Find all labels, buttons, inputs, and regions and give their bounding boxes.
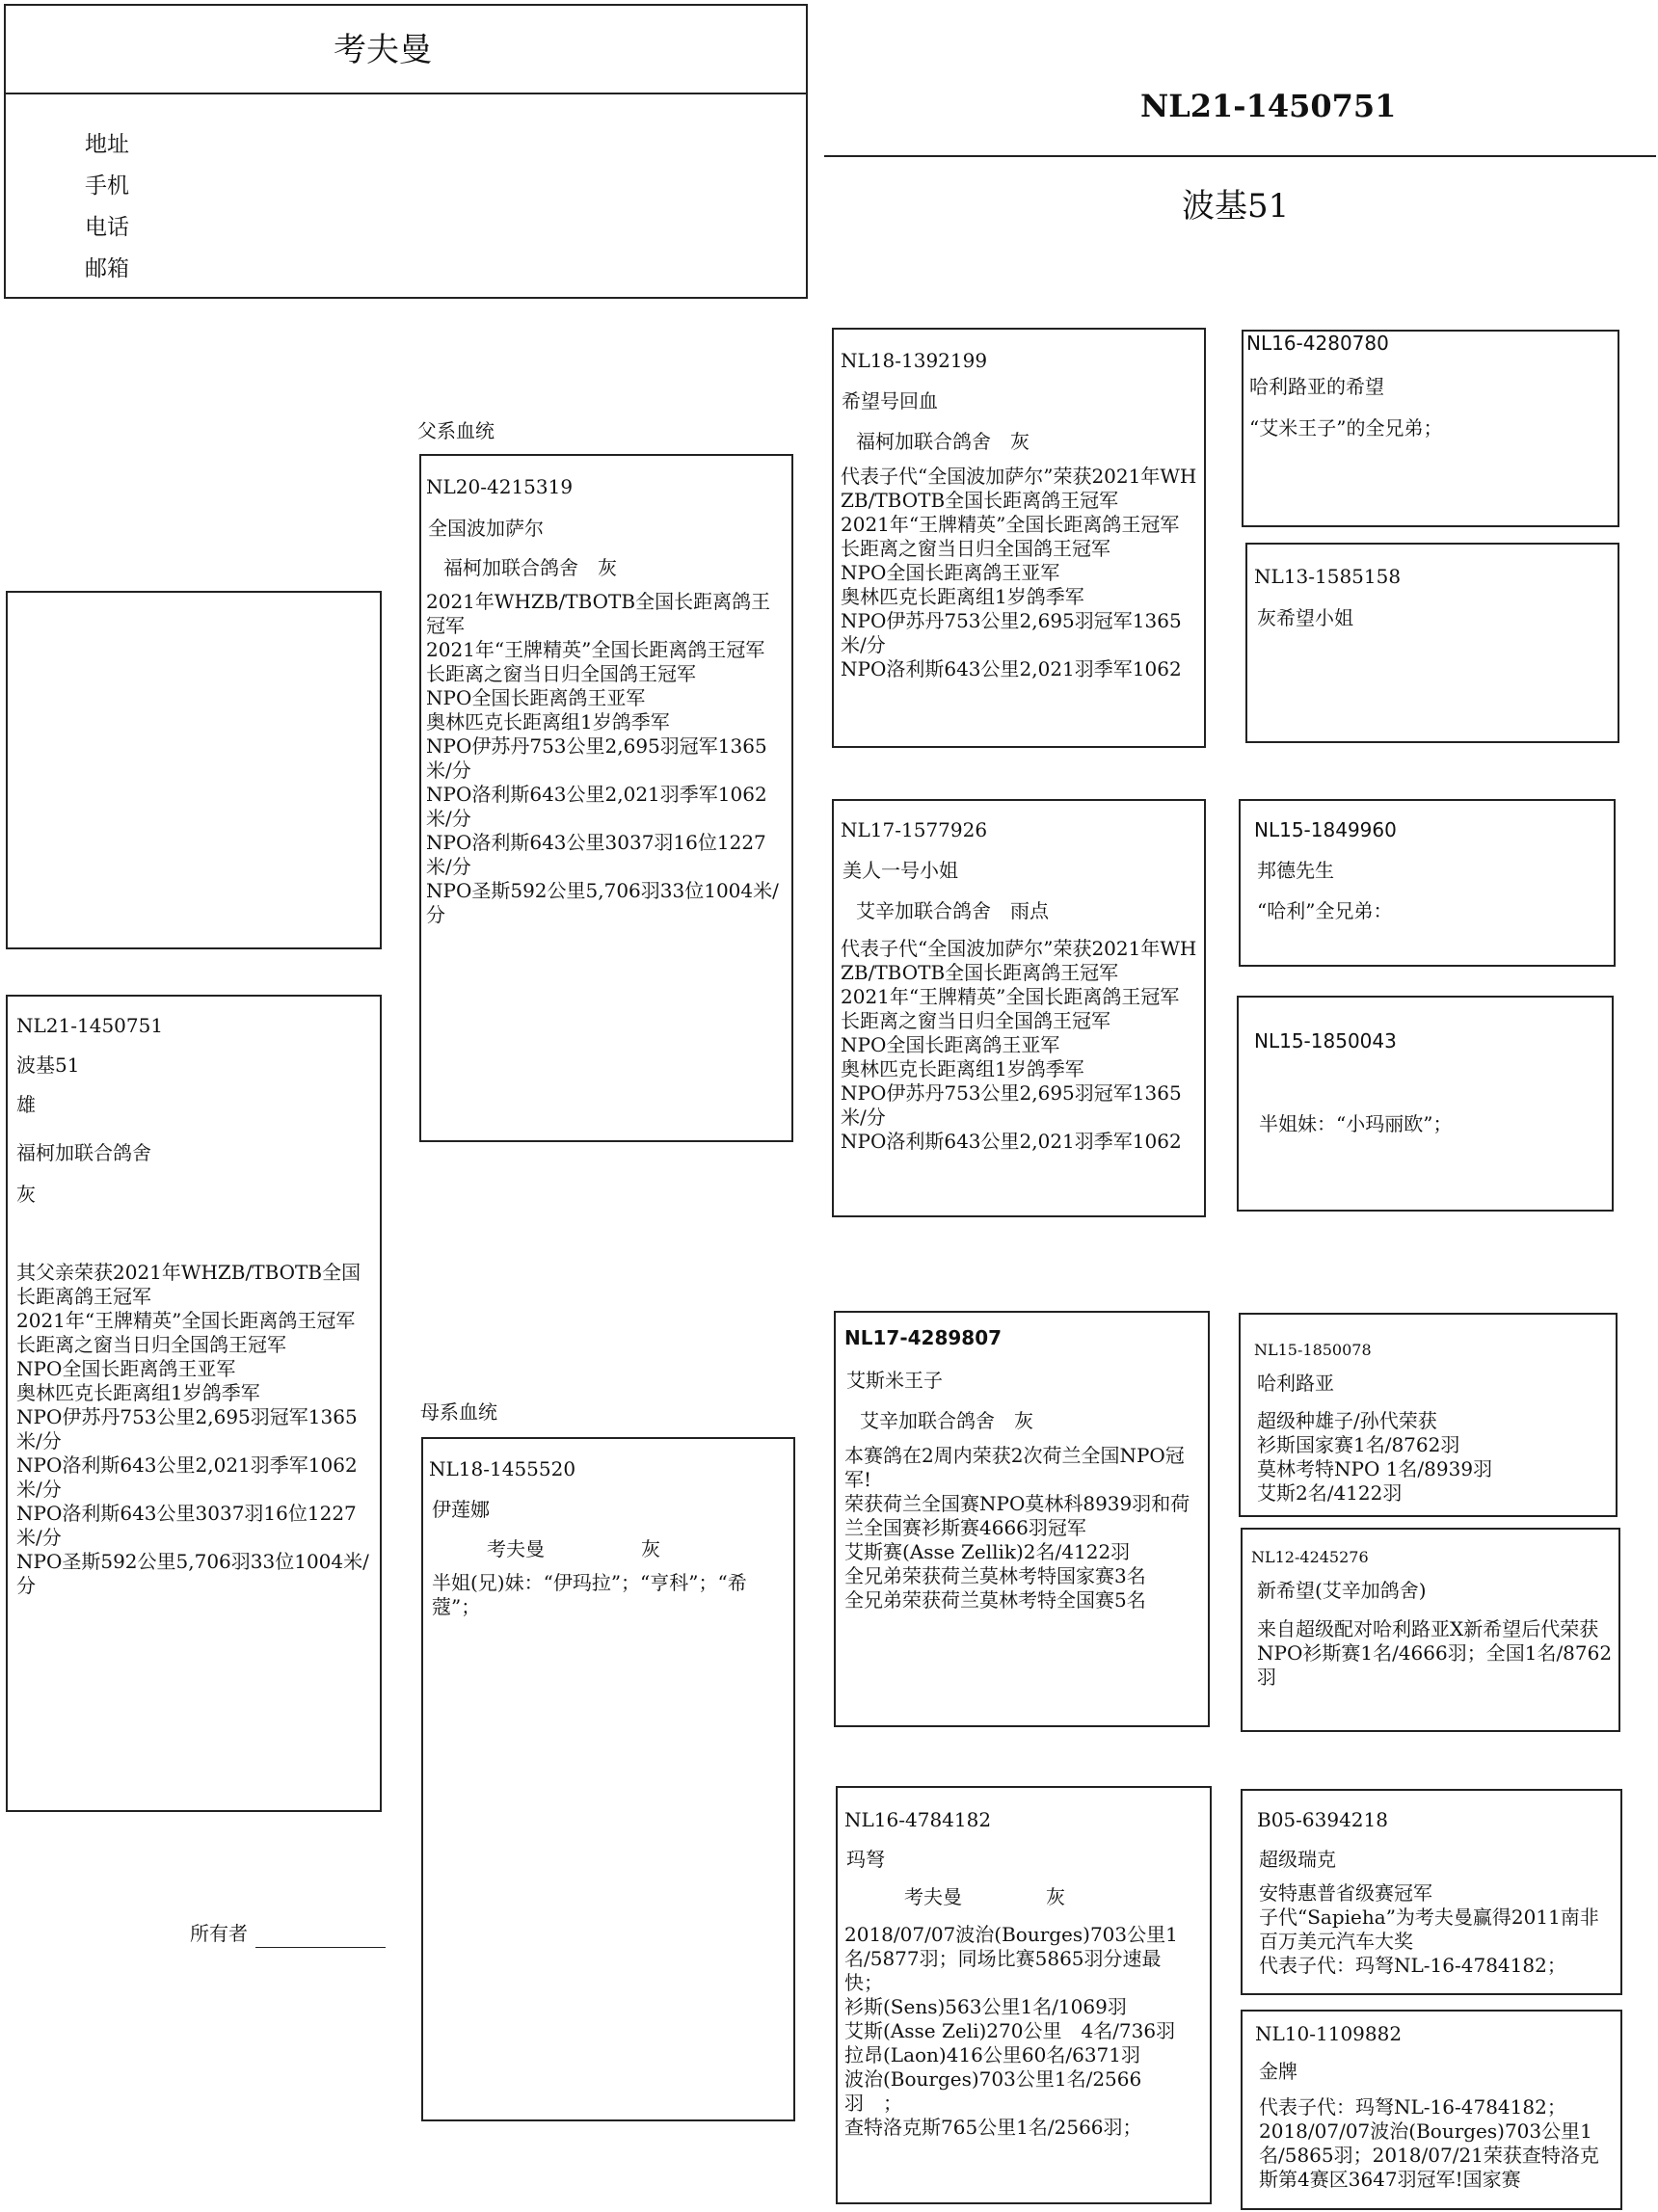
dd-name: 玛弩 — [846, 1848, 885, 1871]
dsd-notes: 来自超级配对哈利路亚X新希望后代荣获 NPO衫斯赛1名/4666羽；全国1名/8762羽 — [1257, 1617, 1613, 1689]
dam-color: 灰 — [641, 1537, 660, 1560]
ds-name: 艾斯米王子 — [846, 1369, 943, 1392]
dd-color: 灰 — [1046, 1885, 1065, 1908]
sds-ring: NL15-1849960 — [1254, 818, 1397, 841]
subject-name: 波基51 — [16, 1053, 80, 1077]
sds-name: 邦德先生 — [1257, 859, 1334, 882]
owner-box-divider — [4, 93, 808, 94]
owner-name: 考夫曼 — [334, 31, 432, 69]
dam-name: 伊莲娜 — [432, 1498, 490, 1521]
sd-ring: NL17-1577926 — [841, 818, 988, 841]
ss-loft-color: 福柯加联合鸽舍 灰 — [856, 430, 1030, 453]
subject-sex: 雄 — [16, 1093, 36, 1116]
sire-section-label: 父系血统 — [417, 419, 495, 442]
dds-ring: B05-6394218 — [1257, 1808, 1388, 1831]
subject-notes: 其父亲荣获2021年WHZB/TBOTB全国长距离鸽王冠军 2021年“王牌精英”全国长距离鸽王冠军 长距离之窗当日归全国鸽王冠军 NPO全国长距离鸽王亚军 奥林匹克长距离组1岁鸽季军 NPO伊苏丹753公里2,695羽冠军1365米/分 NPO洛利斯643公里2,021羽季军1062米/分 NPO洛利斯643公里3037羽16位1227米/分 NPO圣斯592公里5,706羽33位1004米/分 — [16, 1261, 369, 1597]
sire-notes: 2021年WHZB/TBOTB全国长距离鸽王冠军 2021年“王牌精英”全国长距离鸽王冠军 长距离之窗当日归全国鸽王冠军 NPO全国长距离鸽王亚军 奥林匹克长距离组1岁鸽季军 NPO伊苏丹753公里2,695羽冠军1365米/分 NPO洛利斯643公里2,021羽季军1062米/分 NPO洛利斯643公里3037羽16位1227米/分 NPO圣斯592公里5,706羽33位1004米/分 — [426, 590, 779, 926]
ssd-ring: NL13-1585158 — [1254, 565, 1402, 588]
dam-section-label: 母系血统 — [420, 1400, 497, 1424]
sd-notes: 代表子代“全国波加萨尔”荣获2021年WHZB/TBOTB全国长距离鸽王冠军 2021年“王牌精英”全国长距离鸽王冠军 长距离之窗当日归全国鸽王冠军 NPO全国长距离鸽王亚军 奥林匹克长距离组1岁鸽季军 NPO伊苏丹753公里2,695羽冠军1365米/分 NPO洛利斯643公里2,021羽季军1062 — [841, 937, 1197, 1153]
ss-name: 希望号回血 — [842, 389, 938, 413]
ss-notes: 代表子代“全国波加萨尔”荣获2021年WHZB/TBOTB全国长距离鸽王冠军 2021年“王牌精英”全国长距离鸽王冠军 长距离之窗当日归全国鸽王冠军 NPO全国长距离鸽王亚军 奥林匹克长距离组1岁鸽季军 NPO伊苏丹753公里2,695羽冠军1365米/分 NPO洛利斯643公里2,021羽季军1062 — [841, 465, 1197, 680]
owner-signature-label: 所有者 — [190, 1922, 248, 1945]
dam-loft: 考夫曼 — [487, 1537, 545, 1560]
subject-loft: 福柯加联合鸽舍 — [16, 1141, 151, 1164]
ddd-notes: 代表子代：玛弩NL-16-4784182； 2018/07/07波治(Bourges)703公里1名/5865羽；2018/07/21荣获查特洛克斯第4赛区3647羽冠军!国家赛 — [1259, 2095, 1599, 2191]
dds-name: 超级瑞克 — [1259, 1848, 1336, 1871]
sdd-ring: NL15-1850043 — [1254, 1029, 1397, 1053]
title-ring-number: NL21-1450751 — [1140, 88, 1397, 124]
dd-ring: NL16-4784182 — [844, 1808, 992, 1831]
sd-loft-color: 艾辛加联合鸽舍 雨点 — [856, 899, 1049, 922]
sds-notes: “哈利”全兄弟： — [1257, 899, 1393, 922]
ssd-name: 灰希望小姐 — [1257, 606, 1353, 629]
ds-ring: NL17-4289807 — [844, 1326, 1003, 1349]
ss-ring: NL18-1392199 — [841, 349, 988, 372]
sire-ring: NL20-4215319 — [426, 475, 574, 498]
phone-label: 电话 — [85, 215, 129, 240]
pigeon-photo-frame — [6, 591, 382, 949]
ddd-ring: NL10-1109882 — [1255, 2022, 1403, 2045]
mobile-label: 手机 — [85, 173, 129, 199]
sss-name: 哈利路亚的希望 — [1249, 375, 1384, 398]
dds-notes: 安特惠普省级赛冠军 子代“Sapieha”为考夫曼赢得2011南非百万美元汽车大奖 代表子代：玛弩NL-16-4784182； — [1259, 1881, 1599, 1977]
ds-notes: 本赛鸽在2周内荣获2次荷兰全国NPO冠军! 荣获荷兰全国赛NPO莫林科8939羽和荷兰全国赛衫斯赛4666羽冠军 艾斯赛(Asse Zellik)2名/4122羽 全兄弟荣获荷兰莫林考特国家赛3名 全兄弟荣获荷兰莫林考特全国赛5名 — [844, 1444, 1190, 1612]
dsd-name: 新希望(艾辛加鸽舍) — [1257, 1579, 1427, 1602]
ddd-name: 金牌 — [1259, 2060, 1297, 2083]
owner-signature-line[interactable] — [255, 1947, 386, 1948]
dam-card — [421, 1437, 795, 2121]
sire-name: 全国波加萨尔 — [428, 517, 544, 540]
dam-notes: 半姐(兄)妹：“伊玛拉”；“亨科”；“希蔻”； — [432, 1571, 747, 1618]
sdd-card — [1237, 996, 1614, 1212]
title-pigeon-name: 波基51 — [1182, 187, 1290, 226]
subject-color: 灰 — [16, 1183, 36, 1206]
dsd-ring: NL12-4245276 — [1251, 1548, 1369, 1566]
sdd-notes: 半姐妹：“小玛丽欧”； — [1259, 1112, 1453, 1135]
dss-name: 哈利路亚 — [1257, 1372, 1334, 1395]
dss-notes: 超级种雄子/孙代荣获 衫斯国家赛1名/8762羽 莫林考特NPO 1名/8939羽 艾斯2名/4122羽 — [1257, 1409, 1493, 1505]
address-label: 地址 — [85, 132, 129, 157]
dd-loft: 考夫曼 — [904, 1885, 962, 1908]
dam-ring: NL18-1455520 — [429, 1457, 576, 1480]
email-label: 邮箱 — [85, 256, 129, 281]
dss-ring: NL15-1850078 — [1254, 1341, 1372, 1359]
title-divider — [824, 155, 1656, 157]
sss-ring: NL16-4280780 — [1246, 332, 1389, 355]
dd-notes: 2018/07/07波治(Bourges)703公里1名/5877羽；同场比赛5865羽分速最快； 衫斯(Sens)563公里1名/1069羽 艾斯(Asse Zeli)270公里 4名/736羽 拉昂(Laon)416公里60名/6371羽 波治(Bourges)703公里1名/2566羽 ； 查特洛克斯765公里1名/2566羽； — [844, 1923, 1178, 2139]
sire-loft-color: 福柯加联合鸽舍 灰 — [443, 556, 617, 579]
subject-ring: NL21-1450751 — [16, 1014, 164, 1037]
ds-loft-color: 艾辛加联合鸽舍 灰 — [860, 1409, 1033, 1432]
sd-name: 美人一号小姐 — [842, 859, 958, 882]
sss-notes: “艾米王子”的全兄弟； — [1249, 416, 1443, 440]
